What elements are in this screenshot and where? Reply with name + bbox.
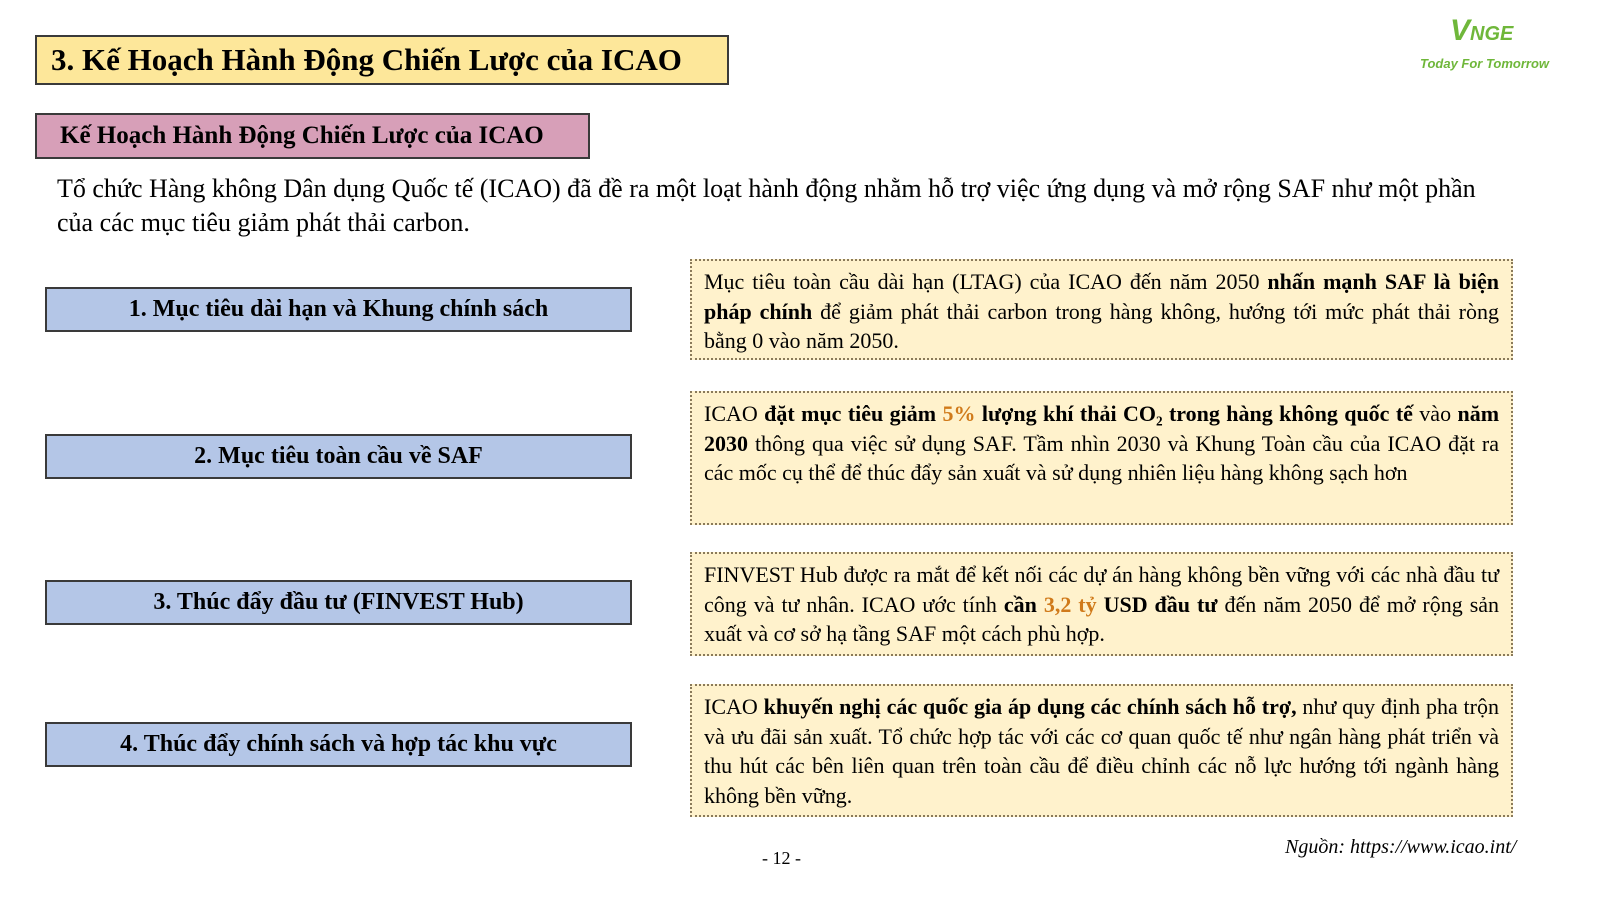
category-description-2: ICAO đặt mục tiêu giảm 5% lượng khí thải CO₂ trong hàng không quốc tế vào năm 2030 thông qua việc sử dụng SAF. Tầm nhìn 2030 và Khung Toàn cầu của ICAO đặt ra các mốc cụ thể để thúc đẩy sản xuất và sử dụng nhiên liệu hàng không sạch hơn (690, 391, 1513, 525)
category-description-4: ICAO khuyến nghị các quốc gia áp dụng các chính sách hỗ trợ, như quy định pha trộn và ưu đãi sản xuất. Tổ chức hợp tác với các cơ quan quốc tế như ngân hàng phát triển và thu hút các bên liên quan trên toàn cầu để điều chỉnh các nỗ lực hướng tới ngành hàng không bền vững. (690, 684, 1513, 817)
category-label-3: 3. Thúc đẩy đầu tư (FINVEST Hub) (45, 580, 632, 625)
category-label-4: 4. Thúc đẩy chính sách và hợp tác khu vực (45, 722, 632, 767)
page-number: - 12 - (762, 848, 801, 868)
intro-paragraph: Tổ chức Hàng không Dân dụng Quốc tế (ICAO) đã đề ra một loạt hành động nhằm hỗ trợ việc ứng dụng và mở rộng SAF như một phần của các mục tiêu giảm phát thải carbon. (57, 174, 1476, 237)
logo-wordmark: VNGE (1450, 14, 1514, 47)
source-citation: Nguồn: https://www.icao.int/ (1285, 836, 1517, 858)
category-description-1: Mục tiêu toàn cầu dài hạn (LTAG) của ICAO đến năm 2050 nhấn mạnh SAF là biện pháp chính để giảm phát thải carbon trong hàng không, hướng tới mức phát thải ròng bằng 0 vào năm 2050. (690, 259, 1513, 360)
category-label-1: 1. Mục tiêu dài hạn và Khung chính sách (45, 287, 632, 332)
category-description-3: FINVEST Hub được ra mắt để kết nối các dự án hàng không bền vững với các nhà đầu tư công và tư nhân. ICAO ước tính cần 3,2 tỷ USD đầu tư đến năm 2050 để mở rộng sản xuất và cơ sở hạ tầng SAF một cách phù hợp. (690, 552, 1513, 656)
vnge-logo (1420, 8, 1570, 78)
section-subtitle: Kế Hoạch Hành Động Chiến Lược của ICAO (35, 113, 590, 159)
page-title: 3. Kế Hoạch Hành Động Chiến Lược của ICAO (35, 35, 729, 85)
category-label-2: 2. Mục tiêu toàn cầu về SAF (45, 434, 632, 479)
logo-tagline: Today For Tomorrow (1420, 56, 1550, 71)
